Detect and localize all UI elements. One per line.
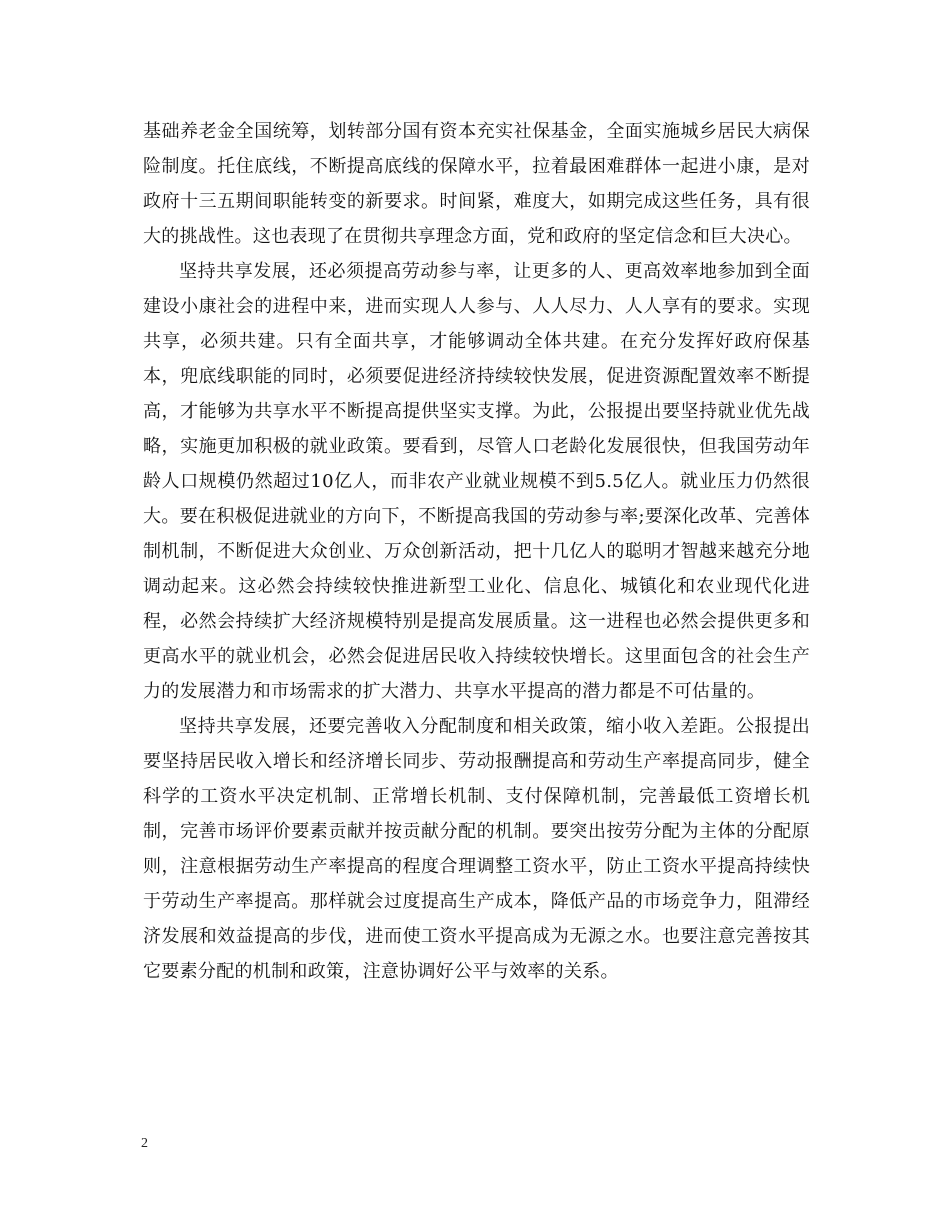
paragraph-income-distribution: 坚持共享发展，还要完善收入分配制度和相关政策，缩小收入差距。公报提出要坚持居民收入增长和经济增长同步、劳动报酬提高和劳动生产率提高同步，健全科学的工资水平决定机制、正常增长机制、支付保障机制，完善最低工资增长机制，完善市场评价要素贡献并按贡献分配的机制。要突出按劳分配为主体的分配原则，注意根据劳动生产率提高的程度合理调整工资水平，防止工资水平提高持续快于劳动生产率提高。那样就会过度提高生产成本，降低产品的市场竞争力，阻滞经济发展和效益提高的步伐，进而使工资水平提高成为无源之水。也要注意完善按其它要素分配的机制和政策，注意协调好公平与效率的关系。 bbox=[143, 716, 810, 982]
paragraph-labor-participation: 坚持共享发展，还必须提高劳动参与率，让更多的人、更高效率地参加到全面建设小康社会的进程中来，进而实现人人参与、人人尽力、人人享有的要求。实现共享，必须共建。只有全面共享，才能够调动全体共建。在充分发挥好政府保基本，兜底线职能的同时，必须要促进经济持续较快发展，促进资源配置效率不断提高，才能够为共享水平不断提高提供坚实支撑。为此，公报提出要坚持就业优先战略，实施更加积极的就业政策。要看到，尽管人口老龄化发展很快，但我国劳动年龄人口规模仍然超过10亿人，而非农产业就业规模不到5.5亿人。就业压力仍然很大。要在积极促进就业的方向下，不断提高我国的劳动参与率;要深化改革、完善体制机制，不断促进大众创业、万众创新活动，把十几亿人的聪明才智越来越充分地调动起来。这必然会持续较快推进新型工业化、信息化、城镇化和农业现代化进程，必然会持续扩大经济规模特别是提高发展质量。这一进程也必然会提供更多和更高水平的就业机会，必然会促进居民收入持续较快增长。这里面包含的社会生产力的发展潜力和市场需求的扩大潜力、共享水平提高的潜力都是不可估量的。 bbox=[143, 261, 810, 702]
page-number: 2 bbox=[141, 1136, 148, 1151]
body-text bbox=[143, 114, 810, 989]
paragraph-continuation: 基础养老金全国统筹，划转部分国有资本充实社保基金，全面实施城乡居民大病保险制度。托住底线，不断提高底线的保障水平，拉着最困难群体一起进小康，是对政府十三五期间职能转变的新要求。时间紧，难度大，如期完成这些任务，具有很大的挑战性。这也表现了在贯彻共享理念方面，党和政府的坚定信念和巨大决心。 bbox=[143, 121, 810, 247]
